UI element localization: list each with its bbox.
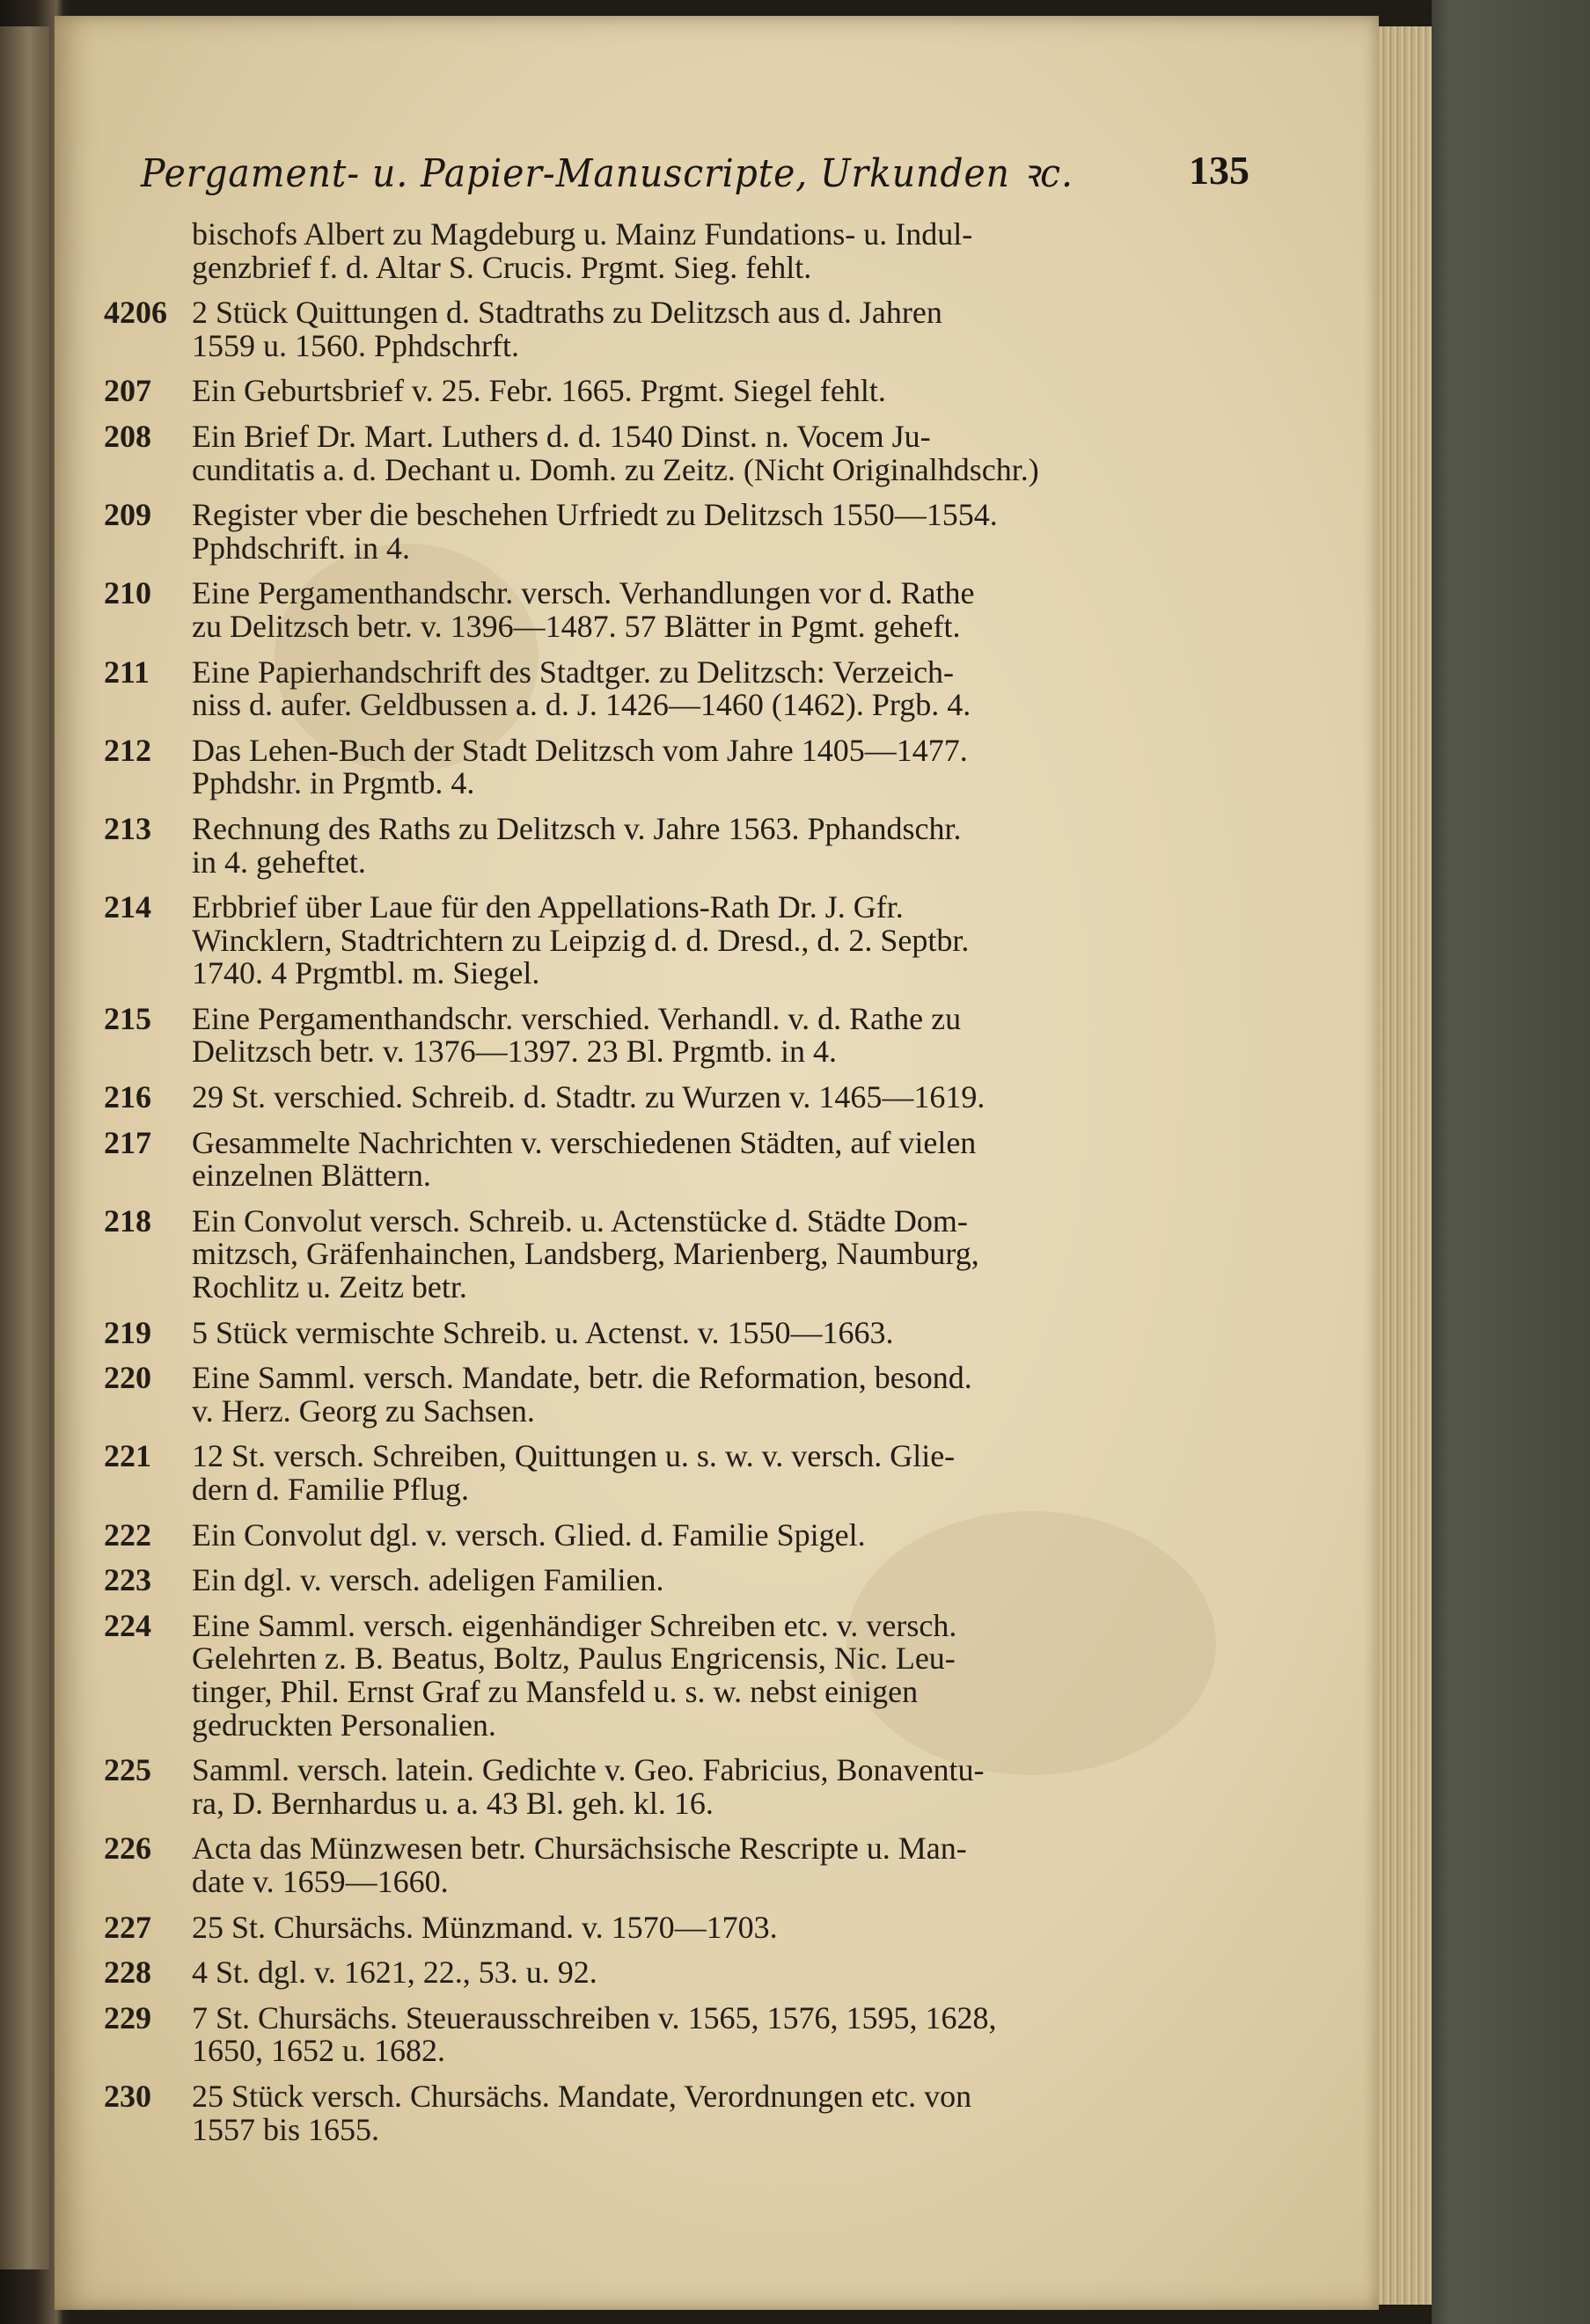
page-number: 135 — [1189, 148, 1249, 193]
catalog-entry — [104, 1360, 1309, 1429]
catalog-entry — [192, 218, 1309, 284]
entry-text-line: tinger, Phil. Ernst Graf zu Mansfeld u. s. w. nebst einigen — [192, 1673, 919, 1709]
entry-number: 225 — [104, 1752, 151, 1788]
catalog-entry — [104, 732, 1309, 801]
entry-text-line: 4 St. dgl. v. 1621, 22., 53. u. 92. — [192, 1955, 597, 1991]
entry-text-line: dern d. Familie Pflug. — [192, 1472, 469, 1507]
catalog-entry — [104, 418, 1309, 487]
catalog-entry — [104, 1314, 1309, 1350]
entry-text-line: Ein Brief Dr. Mart. Luthers d. d. 1540 Dinst. n. Vocem Ju- — [192, 418, 931, 454]
entry-text-line: Das Lehen-Buch der Stadt Delitzsch vom Jahre 1405—1477. — [192, 732, 968, 768]
catalog-entry — [104, 1955, 1309, 1991]
entry-text-line: Wincklern, Stadtrichtern zu Leipzig d. d. Dresd., d. 2. Septbr. — [192, 922, 970, 958]
entry-number: 220 — [104, 1360, 151, 1396]
catalog-entries — [104, 216, 1309, 2147]
entry-text-line: Delitzsch betr. v. 1376—1397. 23 Bl. Prgmtb. in 4. — [192, 1034, 837, 1070]
entry-number: 214 — [104, 889, 151, 925]
entry-text-line: 12 St. versch. Schreiben, Quittungen u. s. w. v. versch. Glie- — [192, 1438, 956, 1474]
entry-text-line: gedruckten Personalien. — [192, 1706, 496, 1743]
entry-number: 209 — [104, 497, 151, 533]
entry-number: 207 — [104, 373, 151, 409]
entry-text-line: Ein Convolut dgl. v. versch. Glied. d. Familie Spigel. — [192, 1516, 866, 1553]
entry-number: 210 — [104, 575, 151, 611]
entry-text-line: 1650, 1652 u. 1682. — [192, 2033, 445, 2069]
entry-text-line: 25 St. Chursächs. Münzmand. v. 1570—1703. — [192, 1909, 778, 1945]
page-header — [141, 145, 1285, 207]
catalog-entry — [104, 575, 1309, 644]
entry-text-line: 7 St. Chursächs. Steuerausschreiben v. 1565, 1576, 1595, 1628, — [192, 1999, 997, 2035]
catalog-entry — [104, 1438, 1309, 1507]
entry-text-line: Ein dgl. v. versch. adeligen Familien. — [192, 1562, 664, 1598]
entry-text-line: 2 Stück Quittungen d. Stadtraths zu Delitzsch aus d. Jahren — [192, 295, 942, 331]
entry-number: 217 — [104, 1124, 151, 1160]
entry-text-line: 1740. 4 Prgmtbl. m. Siegel. — [192, 955, 540, 991]
catalog-entry — [104, 1831, 1309, 1899]
book-cover — [1432, 0, 1590, 2324]
entry-text-line: bischofs Albert zu Magdeburg u. Mainz Fundations- u. Indul- — [192, 216, 973, 252]
entry-text-line: 25 Stück versch. Chursächs. Mandate, Verordnungen etc. von — [192, 2078, 972, 2114]
page-fore-edge — [1379, 26, 1432, 2305]
entry-text-line: Ein Geburtsbrief v. 25. Febr. 1665. Prgmt. Siegel fehlt. — [192, 373, 886, 409]
catalog-entry — [104, 1909, 1309, 1945]
catalog-entry — [104, 497, 1309, 566]
entry-number: 218 — [104, 1202, 151, 1239]
catalog-entry — [104, 1000, 1309, 1070]
entry-text-line: Rochlitz u. Zeitz betr. — [192, 1269, 467, 1305]
entry-text-line: Acta das Münzwesen betr. Chursächsische Rescripte u. Man- — [192, 1831, 967, 1867]
entry-text-line: Samml. versch. latein. Gedichte v. Geo. Fabricius, Bonaventu- — [192, 1752, 985, 1788]
entry-number: 212 — [104, 732, 151, 768]
entry-text-line: ra, D. Bernhardus u. a. 43 Bl. geh. kl. 16. — [192, 1785, 714, 1821]
entry-number: 219 — [104, 1314, 151, 1350]
entry-text-line: 29 St. verschied. Schreib. d. Stadtr. zu Wurzen v. 1465—1619. — [192, 1079, 986, 1115]
catalog-entry — [104, 295, 1309, 363]
left-page-edge — [0, 26, 49, 2269]
entry-number: 211 — [104, 654, 150, 690]
entry-number: 222 — [104, 1516, 151, 1553]
entry-number: 224 — [104, 1607, 151, 1643]
entry-text-line: einzelnen Blättern. — [192, 1158, 431, 1194]
running-head: Pergament- u. Papier-Manuscripte, Urkunden ꝛc. — [141, 151, 1073, 196]
entry-number: 215 — [104, 1000, 151, 1036]
entry-number: 226 — [104, 1831, 151, 1867]
entry-text-line: Eine Samml. versch. Mandate, betr. die Reformation, besond. — [192, 1360, 972, 1396]
entry-text-line: Eine Pergamenthandschr. verschied. Verhandl. v. d. Rathe zu — [192, 1000, 962, 1036]
entry-text-line: cunditatis a. d. Dechant u. Domh. zu Zeitz. (Nicht Originalhdschr.) — [192, 451, 1039, 487]
entry-text-line: Pphdschrift. in 4. — [192, 530, 410, 566]
catalog-entry — [104, 373, 1309, 409]
catalog-entry — [104, 1607, 1309, 1743]
entry-text-line: 5 Stück vermischte Schreib. u. Actenst. v. 1550—1663. — [192, 1314, 894, 1350]
catalog-entry — [104, 654, 1309, 723]
entry-text-line: genzbrief f. d. Altar S. Crucis. Prgmt. Sieg. fehlt. — [192, 249, 812, 285]
entry-text-line: date v. 1659—1660. — [192, 1863, 449, 1899]
entry-text-line: in 4. geheftet. — [192, 844, 366, 880]
entry-text-line: 1557 bis 1655. — [192, 2111, 380, 2147]
entry-text-line: Eine Papierhandschrift des Stadtger. zu Delitzsch: Verzeich- — [192, 654, 955, 690]
entry-number: 213 — [104, 810, 151, 846]
entry-text-line: Gesammelte Nachrichten v. verschiedenen Städten, auf vielen — [192, 1124, 977, 1160]
entry-text-line: 1559 u. 1560. Pphdschrft. — [192, 327, 519, 363]
entry-text-line: Erbbrief über Laue für den Appellations-Rath Dr. J. Gfr. — [192, 889, 904, 925]
entry-text-line: Eine Pergamenthandschr. versch. Verhandlungen vor d. Rathe — [192, 575, 975, 611]
catalog-entry — [104, 1999, 1309, 2069]
entry-number: 4206 — [104, 295, 167, 331]
catalog-entry — [104, 1079, 1309, 1115]
entry-text-line: Gelehrten z. B. Beatus, Boltz, Paulus Engricensis, Nic. Leu- — [192, 1641, 956, 1677]
entry-text-line: Rechnung des Raths zu Delitzsch v. Jahre 1563. Pphandschr. — [192, 810, 962, 846]
catalog-entry — [104, 1516, 1309, 1553]
entry-text-line: mitzsch, Gräfenhainchen, Landsberg, Marienberg, Naumburg, — [192, 1236, 979, 1272]
entry-number: 228 — [104, 1955, 151, 1991]
entry-number: 229 — [104, 1999, 151, 2035]
catalog-entry — [104, 1202, 1309, 1305]
entry-text-line: Register vber die beschehen Urfriedt zu Delitzsch 1550—1554. — [192, 497, 998, 533]
entry-number: 230 — [104, 2078, 151, 2114]
entry-number: 208 — [104, 418, 151, 454]
catalog-entry — [104, 2078, 1309, 2147]
entry-text-line: zu Delitzsch betr. v. 1396—1487. 57 Blätter in Pgmt. geheft. — [192, 608, 961, 644]
entry-number: 221 — [104, 1438, 151, 1474]
entry-text-line: Pphdshr. in Prgmtb. 4. — [192, 765, 475, 801]
entry-text-line: v. Herz. Georg zu Sachsen. — [192, 1392, 535, 1429]
entry-text-line: niss d. aufer. Geldbussen a. d. J. 1426—1460 (1462). Prgb. 4. — [192, 687, 971, 723]
entry-number: 227 — [104, 1909, 151, 1945]
entry-number: 223 — [104, 1562, 151, 1598]
catalog-entry — [104, 1124, 1309, 1194]
entry-text-line: Eine Samml. versch. eigenhändiger Schreiben etc. v. versch. — [192, 1607, 957, 1643]
entry-number: 216 — [104, 1079, 151, 1115]
catalog-entry — [104, 889, 1309, 991]
catalog-entry — [104, 810, 1309, 880]
entry-text-line: Ein Convolut versch. Schreib. u. Actenstücke d. Städte Dom- — [192, 1202, 968, 1239]
catalog-entry — [104, 1752, 1309, 1821]
catalog-entry — [104, 1562, 1309, 1598]
